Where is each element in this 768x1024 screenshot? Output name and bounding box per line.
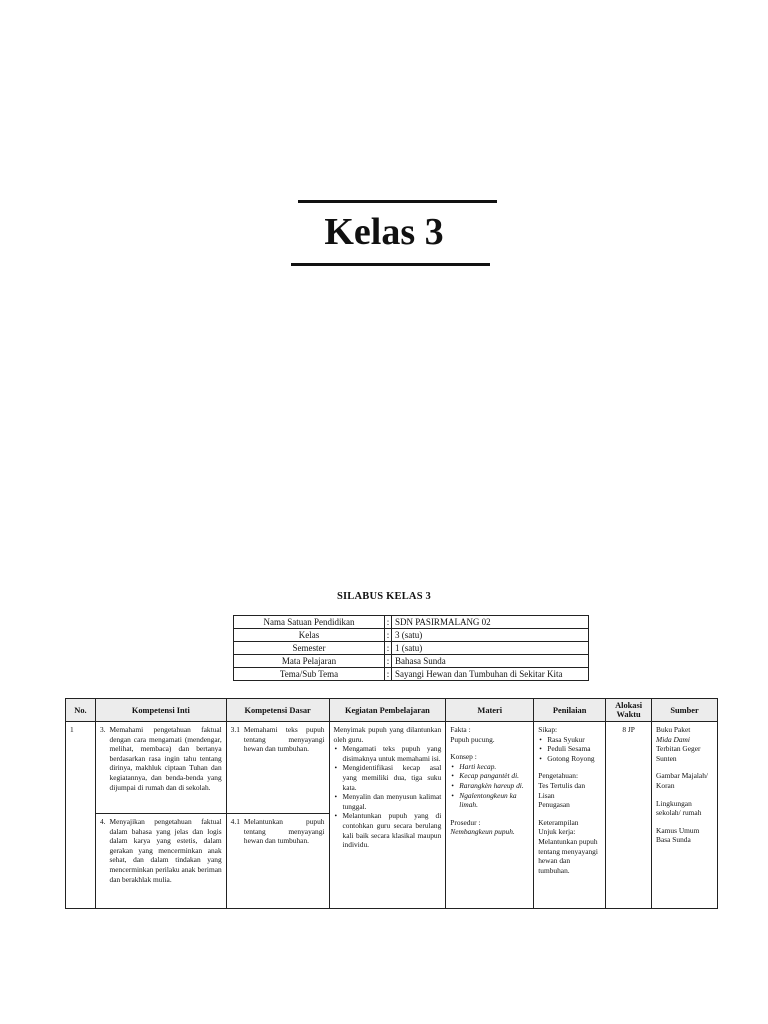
page-title: Kelas 3 (324, 211, 444, 253)
identity-table (233, 615, 589, 681)
identity-value: Bahasa Sunda (392, 655, 589, 668)
identity-label: Tema/Sub Tema (234, 668, 385, 681)
identity-value: 3 (satu) (392, 629, 589, 642)
identity-label: Mata Pelajaran (234, 655, 385, 668)
ki-3-number: 3. (99, 725, 106, 734)
table-row (66, 722, 718, 814)
sumber-kamus: Kamus Umum Basa Sunda (656, 825, 700, 845)
identity-separator: : (385, 642, 392, 655)
header-materi: Materi (446, 699, 534, 722)
cell-kd-3-1 (226, 722, 329, 814)
cell-kegiatan (329, 722, 446, 909)
sikap-item: • Peduli Sesama (547, 744, 601, 754)
cell-ki-3 (95, 722, 226, 814)
identity-row (234, 668, 589, 681)
penilaian-unjuk: Melantunkan pupuh tentang menyayangi hewan dan tumbuhan. (538, 836, 598, 875)
identity-value: SDN PASIRMALANG 02 (392, 616, 589, 629)
kegiatan-item: • Melantunkan pupuh yang di contohkan guru secara berulang kali baik secara klasikal maupun individu. (343, 811, 442, 849)
sumber-lingkungan: Lingkungan sekolah/ rumah (656, 798, 702, 818)
kd-3-1-text: Memahami teks pupuh tentang menyayangi hewan dan tumbuhan. (243, 725, 325, 754)
identity-separator: : (385, 668, 392, 681)
title-top-rule (298, 200, 497, 203)
sikap-item: • Gotong Royong (547, 754, 601, 764)
syllabus-heading: SILABUS KELAS 3 (336, 591, 432, 602)
table-header-row (66, 699, 718, 722)
konsep-item: • Harti kecap. (459, 762, 529, 772)
cell-materi (446, 722, 534, 909)
identity-label: Kelas (234, 629, 385, 642)
sumber-gambar: Gambar Majalah/ Koran (656, 771, 708, 790)
identity-separator: : (385, 616, 392, 629)
identity-separator: : (385, 655, 392, 668)
cell-sumber (652, 722, 718, 909)
identity-value: 1 (satu) (392, 642, 589, 655)
kegiatan-item: • Mengamati teks pupuh yang disimaknya untuk memahami isi. (343, 744, 442, 763)
kd-3-1-number: 3.1 (230, 725, 240, 734)
kd-4-1-number: 4.1 (230, 817, 240, 826)
header-kompetensi-inti: Kompetensi Inti (95, 699, 226, 722)
identity-row (234, 616, 589, 629)
header-kompetensi-dasar: Kompetensi Dasar (226, 699, 329, 722)
cell-kd-4-1 (226, 814, 329, 909)
sumber-buku-title: Mida Dami (656, 734, 690, 744)
materi-prosedur-label: Prosedur : (450, 817, 481, 827)
penilaian-pengetahuan-label: Pengetahuan: (538, 771, 579, 781)
kd-4-1-text: Melantunkan pupuh tentang menyayangi hewan dan tumbuhan. (243, 817, 325, 846)
sikap-item: • Rasa Syukur (547, 735, 601, 745)
identity-separator: : (385, 629, 392, 642)
identity-row (234, 642, 589, 655)
sumber-buku: Buku Paket (656, 725, 691, 734)
ki-3-text: Memahami pengetahuan faktual dengan cara mengamati (mendengar, melihat, membaca) dan bertanya berdasarkan rasa ingin tahu tentang dirinya, makhluk ciptaan Tuhan dan kegiatannya, dan benda-benda yang dijumpai di rumah dan di sekolah. (109, 725, 222, 792)
penilaian-penugasan: Penugasan (538, 800, 570, 810)
kegiatan-item: • Mengidentifikasi kecap asal yang memiliki dua, tiga suku kata. (343, 763, 442, 792)
header-penilaian: Penilaian (534, 699, 606, 722)
header-alokasi-waktu: Alokasi Waktu (606, 699, 652, 722)
materi-konsep-list (450, 762, 529, 810)
identity-label: Semester (234, 642, 385, 655)
kegiatan-list (334, 744, 442, 850)
syllabus-table (65, 698, 718, 909)
title-bottom-rule (291, 263, 490, 266)
konsep-item: • Ngalentongkeun ka limah. (459, 791, 529, 810)
header-kegiatan-pembelajaran: Kegiatan Pembelajaran (329, 699, 446, 722)
konsep-item: • Rarangkèn hareup di. (459, 781, 529, 791)
ki-4-text: Menyajikan pengetahuan faktual dalam bahasa yang jelas dan logis dalam karya yang estetis, dalam gerakan yang mencerminkan anak sehat, dan dalam tindakan yang mencerminkan perilaku anak beriman dan berakhlak mulia. (109, 817, 222, 884)
header-no: No. (66, 699, 96, 722)
sumber-buku-penerbit: Terbitan Geger Sunten (656, 744, 701, 763)
konsep-item: • Kecap pangantèt di. (459, 771, 529, 781)
cell-penilaian (534, 722, 606, 909)
materi-fakta-label: Fakta : (450, 725, 471, 734)
materi-konsep-label: Konsep : (450, 752, 477, 762)
identity-row (234, 655, 589, 668)
identity-value: Sayangi Hewan dan Tumbuhan di Sekitar Kita (392, 668, 589, 681)
kegiatan-item: • Menyalin dan menyusun kalimat tunggal. (343, 792, 442, 811)
identity-row (234, 629, 589, 642)
ki-4-number: 4. (99, 817, 106, 826)
penilaian-keterampilan-label: Keterampilan (538, 817, 579, 827)
penilaian-unjuk-label: Unjuk kerja: (538, 827, 576, 837)
cell-ki-4 (95, 814, 226, 909)
penilaian-sikap-list (538, 735, 601, 764)
penilaian-pengetahuan: Tes Tertulis dan Lisan (538, 780, 586, 800)
penilaian-sikap-label: Sikap: (538, 725, 558, 734)
header-sumber: Sumber (652, 699, 718, 722)
materi-prosedur: Nembangkeun pupuh. (450, 827, 515, 837)
materi-fakta: Pupuh pucung. (450, 734, 495, 744)
cell-alokasi: 8 JP (606, 722, 652, 909)
kegiatan-intro: Menyimak pupuh yang dilantunkan oleh guru. (333, 725, 442, 744)
identity-label: Nama Satuan Pendidikan (234, 616, 385, 629)
cell-no: 1 (66, 722, 96, 909)
